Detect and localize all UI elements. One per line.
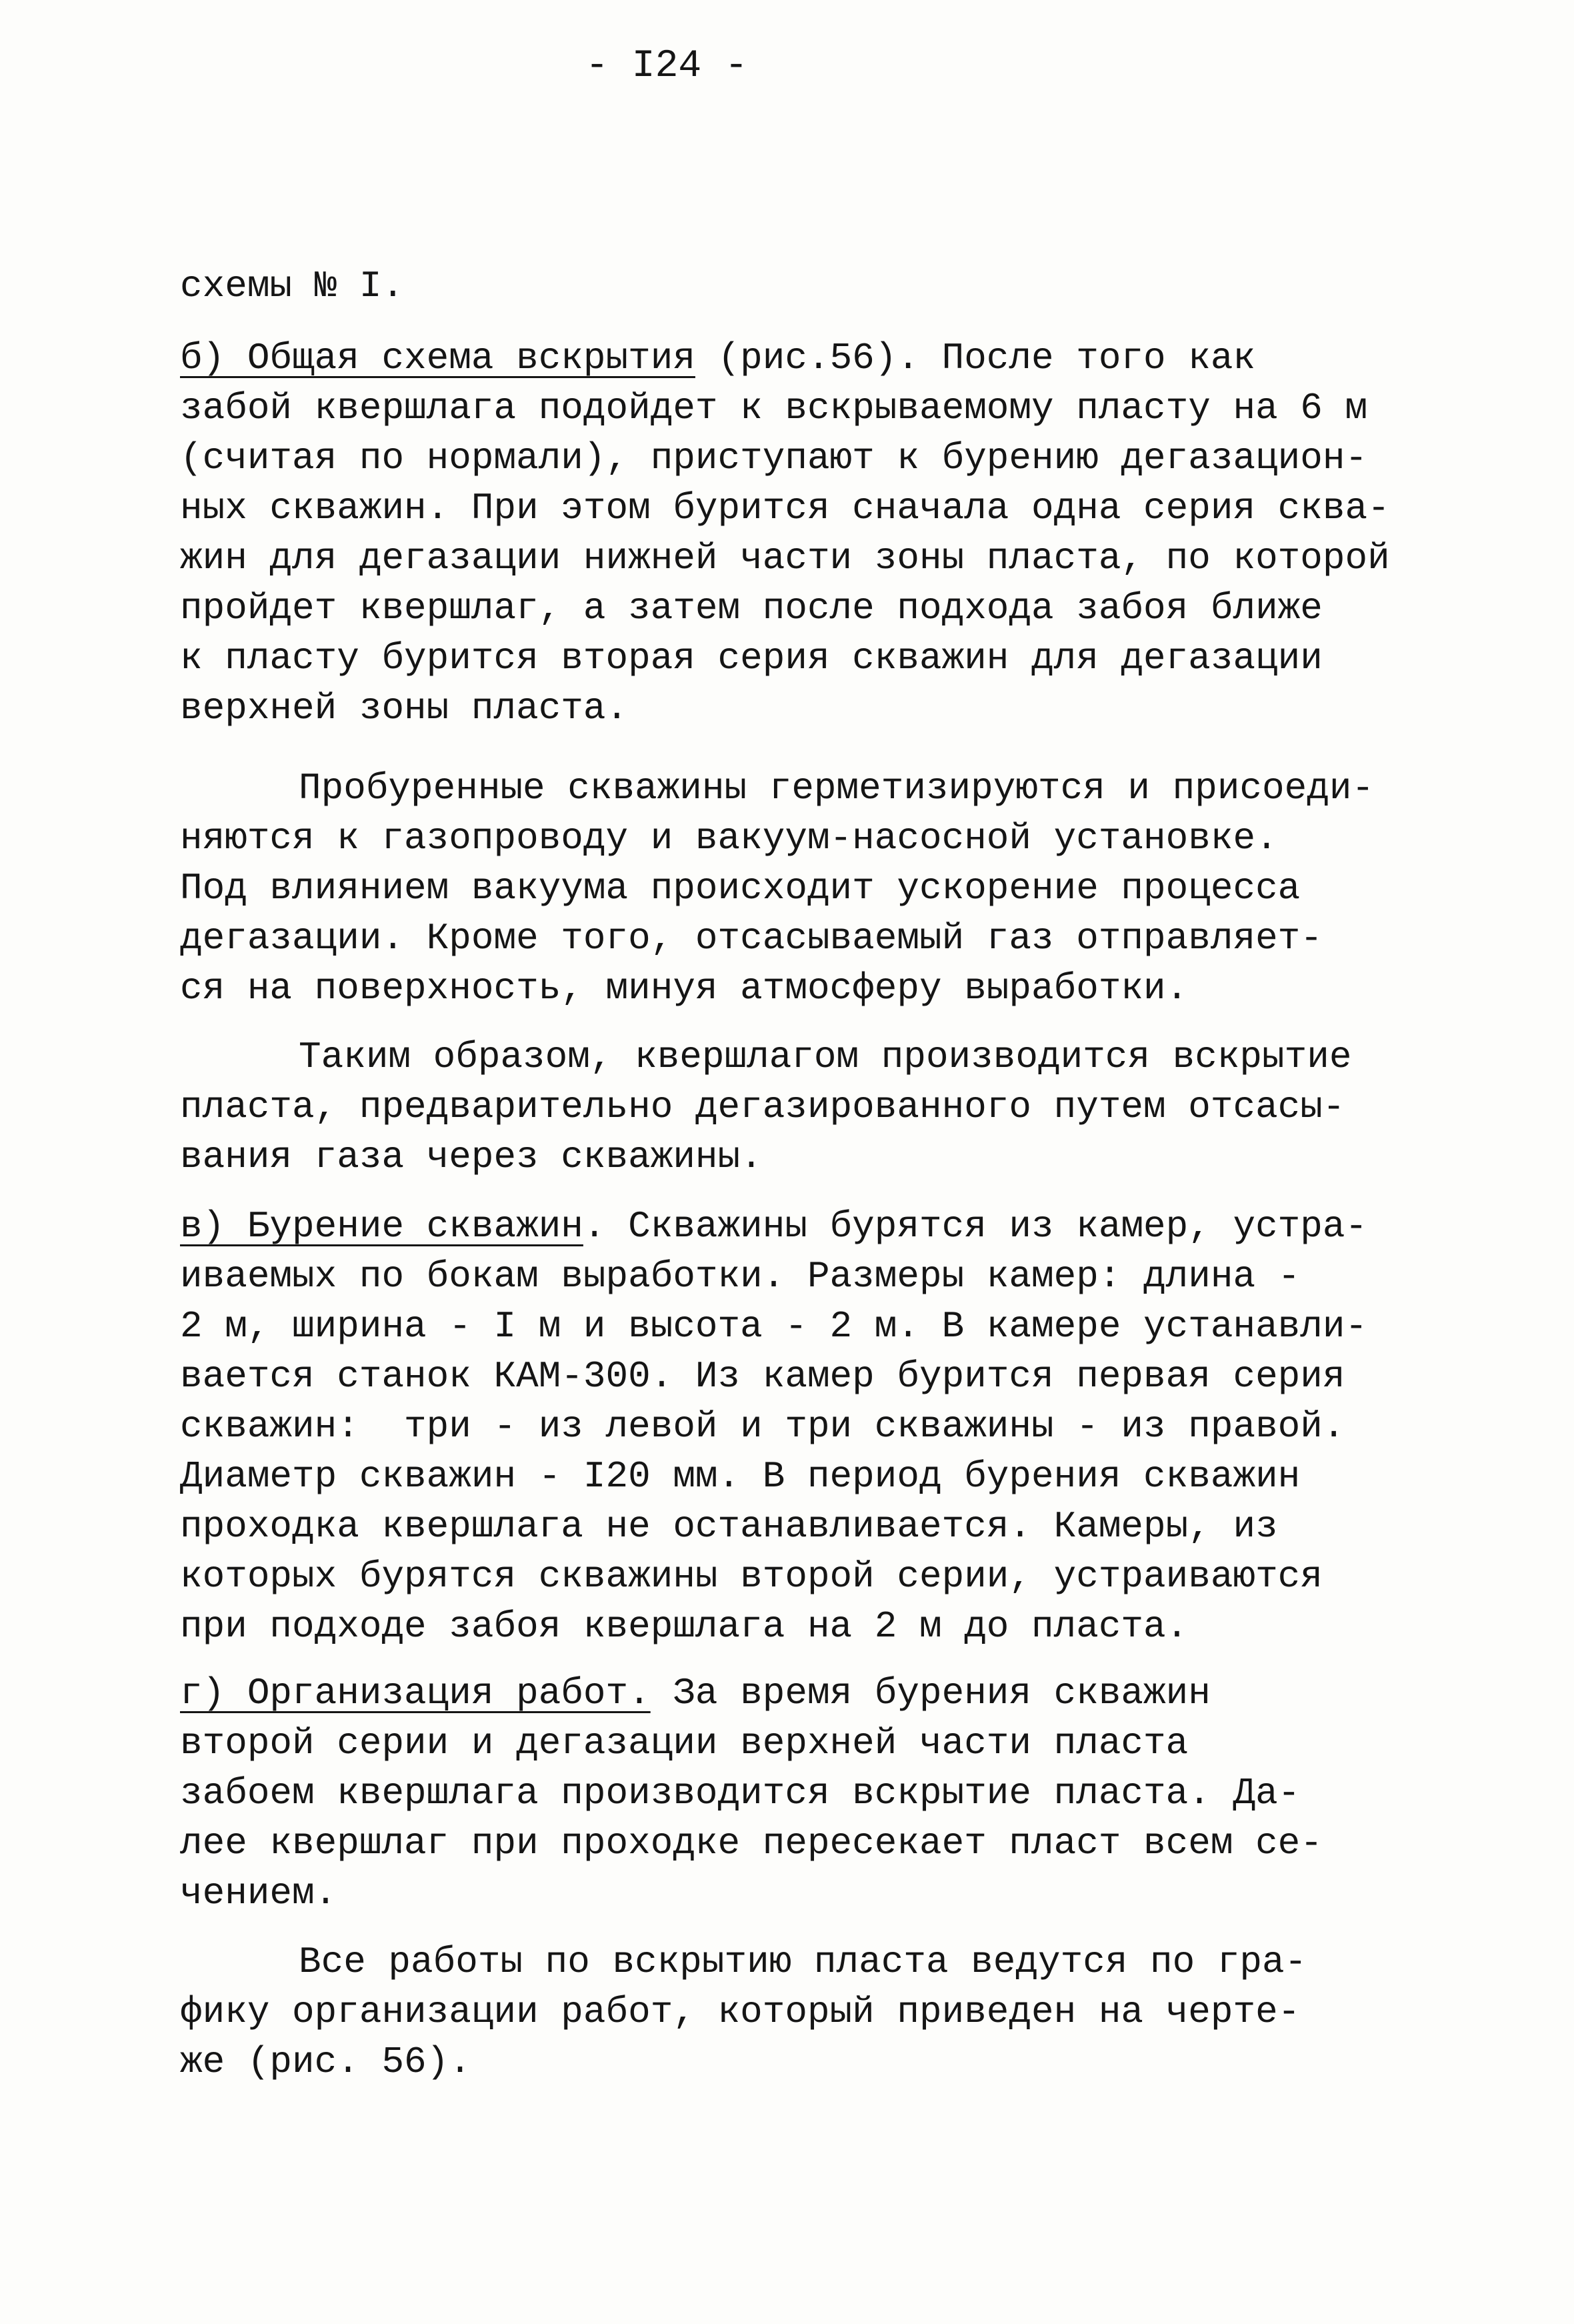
text-line: проходка квершлага не останавливается. Камеры, из	[180, 1505, 1278, 1548]
text-line: пласта, предварительно дегазированного путем отсасы-	[180, 1086, 1345, 1128]
text-line: Все работы по вскрытию пласта ведутся по гра-	[299, 1941, 1307, 1983]
text-line: пройдет квершлаг, а затем после подхода забоя ближе	[180, 587, 1323, 630]
paragraph-sealing	[180, 764, 1433, 1014]
text-line: Диаметр скважин - I20 мм. В период бурения скважин	[180, 1455, 1301, 1498]
text-line: дегазации. Кроме того, отсасываемый газ отправляет-	[180, 917, 1323, 960]
text-line: скважин: три - из левой и три скважины - из правой.	[180, 1405, 1345, 1448]
paragraph-organization	[180, 1668, 1433, 1919]
section-heading-g: г) Организация работ.	[180, 1672, 651, 1714]
text-line: няются к газопроводу и вакуум-насосной установке.	[180, 817, 1278, 860]
paragraph-conclusion	[180, 1032, 1433, 1182]
text-line: жин для дегазации нижней части зоны пласта, по которой	[180, 537, 1390, 579]
heading-line-rest: За время бурения скважин	[650, 1672, 1211, 1714]
paragraph-drilling	[180, 1202, 1433, 1652]
page-number: - I24 -	[585, 45, 748, 88]
heading-line	[180, 1668, 1433, 1718]
text-line: забой квершлага подойдет к вскрываемому пласту на 6 м	[180, 387, 1368, 429]
text-line: ных скважин. При этом бурится сначала одна серия сква-	[180, 487, 1390, 529]
text-line: схемы № I.	[180, 265, 405, 307]
text-line: при подходе забоя квершлага на 2 м до пласта.	[180, 1605, 1189, 1648]
text-line: 2 м, ширина - I м и высота - 2 м. В камере устанавли-	[180, 1305, 1368, 1348]
text-line: лее квершлаг при проходке пересекает пласт всем се-	[180, 1822, 1323, 1865]
text-line: верхней зоны пласта.	[180, 687, 629, 730]
paragraph-scheme-ref	[180, 261, 1433, 311]
text-line: второй серии и дегазации верхней части пласта	[180, 1722, 1189, 1765]
text-line: Таким образом, квершлагом производится вскрытие	[299, 1036, 1352, 1078]
heading-line	[180, 333, 1433, 383]
section-heading-v: в) Бурение скважин	[180, 1205, 583, 1248]
section-heading-b: б) Общая схема вскрытия	[180, 337, 695, 379]
paragraph-schedule	[180, 1937, 1433, 2087]
text-line: забоем квершлага производится вскрытие пласта. Да-	[180, 1772, 1301, 1815]
text-line: ся на поверхность, минуя атмосферу выработки.	[180, 967, 1189, 1010]
text-line: иваемых по бокам выработки. Размеры камер: длина -	[180, 1255, 1301, 1298]
text-line: которых бурятся скважины второй серии, устраиваются	[180, 1555, 1323, 1598]
text-line: же (рис. 56).	[180, 2041, 471, 2083]
text-line: Пробуренные скважины герметизируются и присоеди-	[299, 767, 1375, 810]
text-line: (считая по нормали), приступают к бурению дегазацион-	[180, 437, 1368, 479]
text-line: вается станок КАМ-300. Из камер бурится первая серия	[180, 1355, 1345, 1398]
heading-line-rest: . Скважины бурятся из камер, устра-	[583, 1205, 1368, 1248]
paragraph-general-scheme	[180, 333, 1433, 734]
heading-line-rest: (рис.56). После того как	[695, 337, 1256, 379]
text-line: к пласту бурится вторая серия скважин для дегазации	[180, 637, 1323, 680]
text-line: фику организации работ, который приведен на черте-	[180, 1991, 1301, 2033]
text-line: Под влиянием вакуума происходит ускорение процесса	[180, 867, 1301, 910]
text-line: вания газа через скважины.	[180, 1136, 763, 1178]
text-line: чением.	[180, 1872, 337, 1915]
heading-line	[180, 1202, 1433, 1252]
